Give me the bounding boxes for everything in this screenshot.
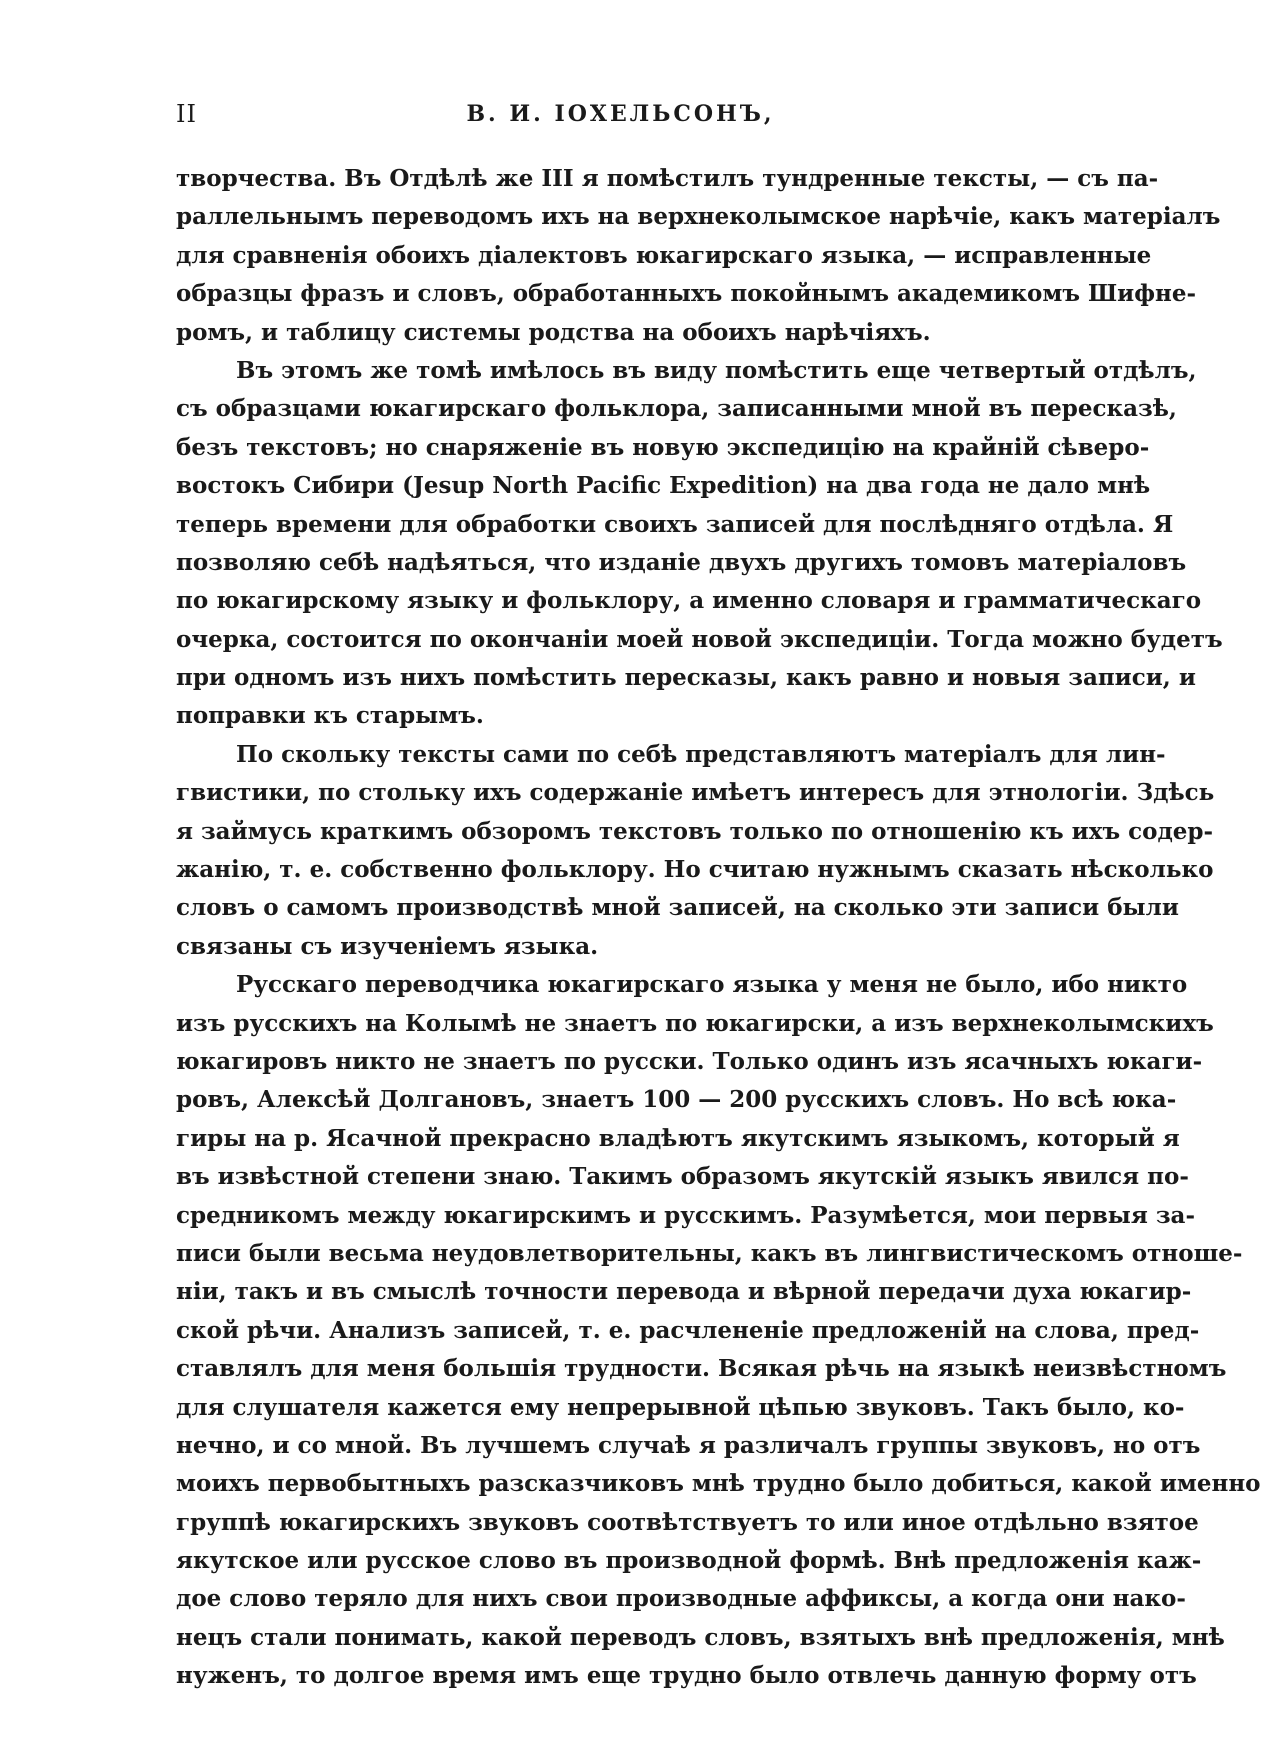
text-line: гиры на р. Ясачной прекрасно владѣютъ якутскимъ языкомъ, который я — [176, 1124, 1180, 1152]
text-line: теперь времени для обработки своихъ записей для послѣдняго отдѣла. Я — [176, 510, 1174, 538]
text-line: якутское или русское слово въ производной формѣ. Внѣ предложенія каж- — [176, 1547, 1202, 1575]
text-line: позволяю себѣ надѣяться, что изданіе двухъ другихъ томовъ матеріаловъ — [176, 548, 1187, 576]
text-line: съ образцами юкагирскаго фольклора, записанными мной въ пересказѣ, — [176, 395, 1177, 423]
text-line: моихъ первобытныхъ разсказчиковъ мнѣ трудно было добиться, какой именно — [176, 1470, 1261, 1498]
text-line: для слушателя кажется ему непрерывной цѣпью звуковъ. Такъ было, ко- — [176, 1393, 1185, 1421]
text-line: ніи, такъ и въ смыслѣ точности перевода и вѣрной передачи духа юкагир- — [176, 1278, 1192, 1306]
text-line: ставлялъ для меня большія трудности. Всякая рѣчь на языкѣ неизвѣстномъ — [176, 1355, 1227, 1383]
running-head: В. И. ІОХЕЛЬСОНЪ, — [466, 101, 775, 127]
text-line: ровъ, Алексѣй Долгановъ, знаетъ 100 — 200 русскихъ словъ. Но всѣ юка- — [176, 1086, 1177, 1114]
text-line: гвистики, по стольку ихъ содержаніе имѣетъ интересъ для этнологіи. Здѣсь — [176, 779, 1215, 807]
text-line: юкагировъ никто не знаетъ по русски. Только одинъ изъ ясачныхъ юкаги- — [176, 1047, 1203, 1075]
text-line: я займусь краткимъ обзоромъ текстовъ только по отношенію къ ихъ содер- — [176, 817, 1214, 845]
text-line: нечно, и со мной. Въ лучшемъ случаѣ я различалъ группы звуковъ, но отъ — [176, 1431, 1201, 1459]
body-text — [176, 160, 1261, 1696]
text-line: дое слово теряло для нихъ свои производные аффиксы, а когда они нако- — [176, 1585, 1186, 1613]
text-line: группѣ юкагирскихъ звуковъ соотвѣтствуетъ то или иное отдѣльно взятое — [176, 1508, 1199, 1536]
text-line: поправки къ старымъ. — [176, 702, 484, 730]
text-line: нуженъ, то долгое время имъ еще трудно было отвлечь данную форму отъ — [176, 1662, 1197, 1690]
text-line: по юкагирскому языку и фольклору, а именно словаря и грамматическаго — [176, 587, 1202, 615]
text-line: словъ о самомъ производствѣ мной записей, на сколько эти записи были — [176, 894, 1179, 922]
text-line: По скольку тексты сами по себѣ представляютъ матеріалъ для лин- — [236, 740, 1166, 768]
text-line: раллельнымъ переводомъ ихъ на верхнеколымское нарѣчіе, какъ матеріалъ — [176, 203, 1221, 231]
text-line: безъ текстовъ; но снаряженіе въ новую экспедицію на крайній сѣверо- — [176, 433, 1150, 461]
text-line: писи были весьма неудовлетворительны, какъ въ лингвистическомъ отноше- — [176, 1239, 1243, 1267]
text-line: очерка, состоится по окончаніи моей новой экспедиціи. Тогда можно будетъ — [176, 625, 1223, 653]
text-line: при одномъ изъ нихъ помѣстить пересказы, какъ равно и новыя записи, и — [176, 664, 1196, 692]
text-line: востокъ Сибири (Jesup North Pacific Expedition) на два года не дало мнѣ — [176, 472, 1151, 500]
text-line: для сравненія обоихъ діалектовъ юкагирскаго языка, — исправленные — [176, 241, 1152, 269]
text-line: Въ этомъ же томѣ имѣлось въ виду помѣстить еще четвертый отдѣлъ, — [236, 356, 1197, 384]
text-line: творчества. Въ Отдѣлѣ же III я помѣстилъ тундренные тексты, — съ па- — [176, 165, 1159, 192]
text-line: средникомъ между юкагирскимъ и русскимъ. Разумѣется, мои первыя за- — [176, 1201, 1195, 1229]
text-line: связаны съ изученіемъ языка. — [176, 932, 599, 960]
text-line: образцы фразъ и словъ, обработанныхъ покойнымъ академикомъ Шифне- — [176, 280, 1196, 308]
text-line: жанію, т. е. собственно фольклору. Но считаю нужнымъ сказать нѣсколько — [176, 856, 1214, 884]
text-line: изъ русскихъ на Колымѣ не знаетъ по юкагирски, а изъ верхнеколымскихъ — [176, 1009, 1214, 1037]
text-line: нецъ стали понимать, какой переводъ словъ, взятыхъ внѣ предложенія, мнѣ — [176, 1623, 1225, 1651]
text-line: ромъ, и таблицу системы родства на обоихъ нарѣчіяхъ. — [176, 318, 931, 346]
page-number: II — [176, 100, 197, 128]
text-line: Русскаго переводчика юкагирскаго языка у меня не было, ибо никто — [236, 971, 1188, 999]
text-line: ской рѣчи. Анализъ записей, т. е. расчлененіе предложеній на слова, пред- — [176, 1316, 1200, 1344]
text-line: въ извѣстной степени знаю. Такимъ образомъ якутскій языкъ явился по- — [176, 1163, 1189, 1191]
